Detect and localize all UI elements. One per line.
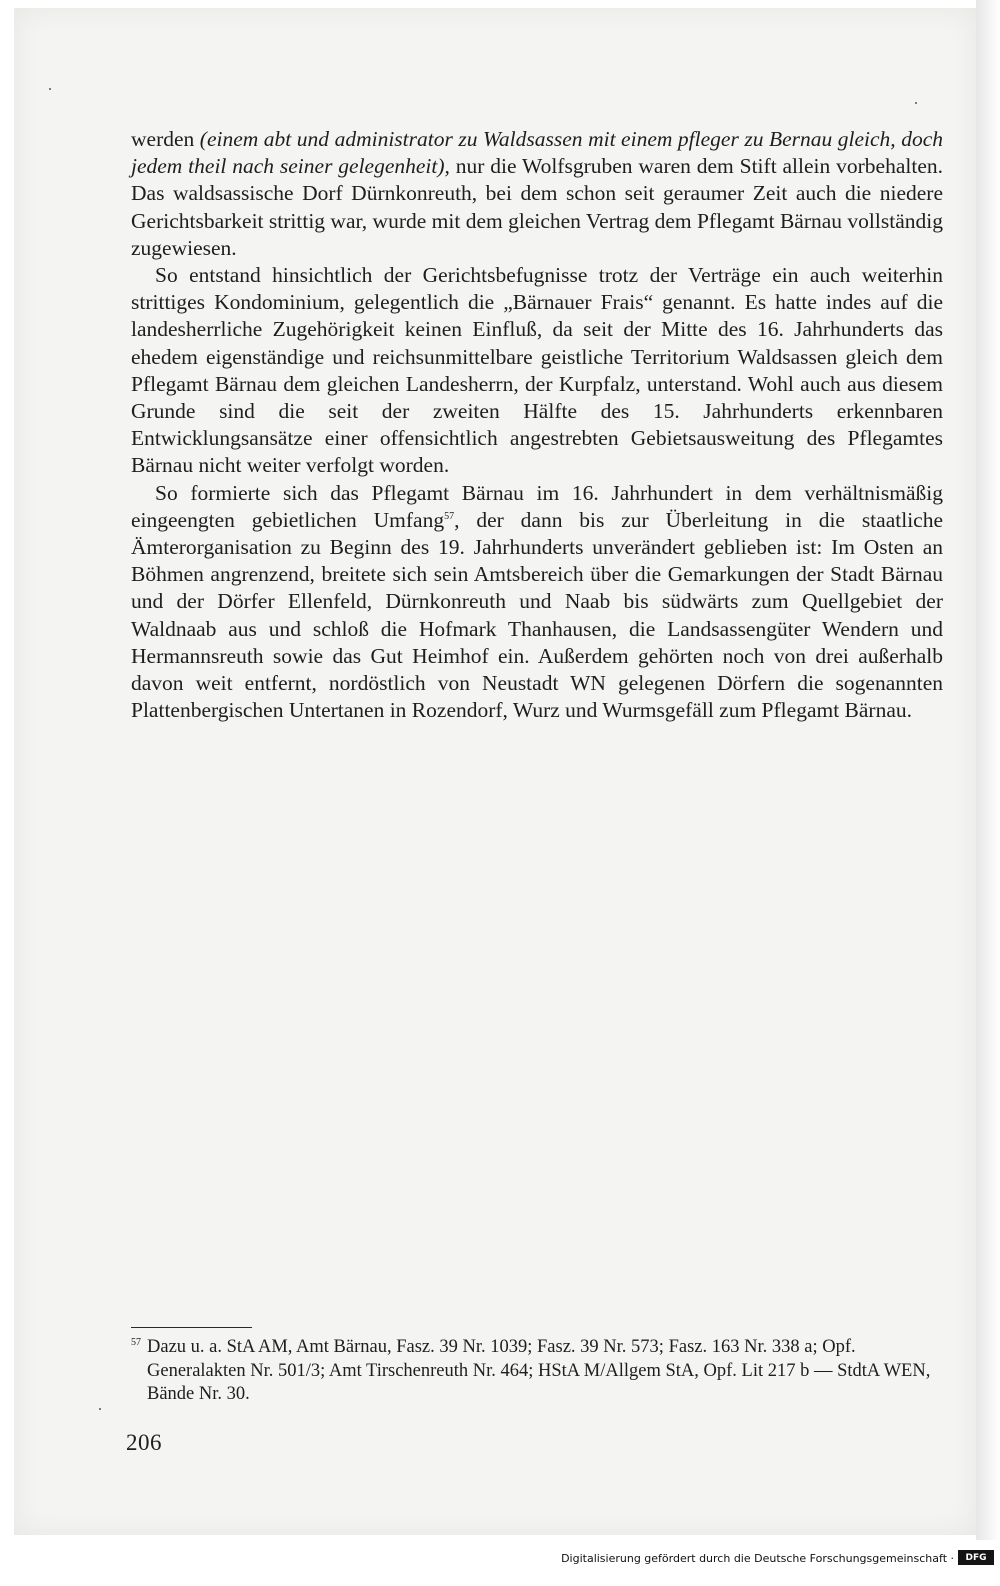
dfg-logo: DFG xyxy=(958,1550,994,1565)
paragraph-2 xyxy=(131,262,943,480)
footnote-separator xyxy=(131,1327,252,1328)
text-segment: werden xyxy=(131,127,200,151)
text-segment: So entstand hinsichtlich der Gerichtsbefugnisse trotz der Verträge ein auch weiterhin strittiges Kondominium, gelegentlich die „Bärnauer Frais“ genannt. Es hatte indes auf die landesherrliche Zugehörigkeit keinen Einfluß, da seit der Mitte des 16. Jahrhunderts das ehedem eigenständige und reichsunmittelbare geistliche Territorium Waldsassen gleich dem Pflegamt Bärnau dem gleichen Landesherrn, der Kurpfalz, unterstand. Wohl auch aus diesem Grunde sind die seit der zweiten Hälfte des 15. Jahrhunderts erkennbaren Entwicklungsansätze einer offensichtlich angestrebten Gebietsausweitung des Pflegamtes Bärnau nicht weiter verfolgt worden. xyxy=(131,263,943,478)
footnote-text: Dazu u. a. StA AM, Amt Bärnau, Fasz. 39 Nr. 1039; Fasz. 39 Nr. 573; Fasz. 163 Nr. 338 a; Opf. Generalakten Nr. 501/3; Amt Tirschenreuth Nr. 464; HStA M/Allgem StA, Opf. Lit 217 b — StdtA WEN, Bände Nr. 30. xyxy=(147,1337,931,1404)
scan-speck xyxy=(915,102,917,104)
paragraph-3 xyxy=(131,480,943,725)
footnote-reference[interactable]: 57 xyxy=(444,510,455,522)
scan-speck xyxy=(99,1408,101,1410)
page-number: 206 xyxy=(126,1430,162,1455)
text-segment: nur die Wolfsgruben waren dem Stift allein vorbehalten. Das waldsassische Dorf Dürnkonreuth, bei dem schon seit geraumer Zeit auch die niedere Gerichtsbarkeit strittig war, wurde mit dem gleichen Vertrag dem Pflegamt Bärnau vollständig zugewiesen. xyxy=(131,154,943,260)
footnote-number: 57 xyxy=(131,1337,141,1348)
scan-speck xyxy=(49,88,51,90)
text-segment: , der dann bis zur Überleitung in die staatliche Ämterorganisation zu Beginn des 19. Jahrhunderts unverändert geblieben ist: Im Osten an Böhmen angrenzend, breitete sich sein Amtsbereich über die Gemarkungen der Stadt Bärnau und der Dörfer Ellenfeld, Dürnkonreuth und Naab bis südwärts zum Quellgebiet der Waldnaab aus und schloß die Hofmark Thanhausen, die Landsassengüter Wendern und Hermannsreuth sowie das Gut Heimhof ein. Außerdem gehörten noch von drei außerhalb davon weit entfernt, nordöstlich von Neustadt WN gelegenen Dörfern die sogenannten Plattenbergischen Untertanen in Rozendorf, Wurz und Wurmsgefäll zum Pflegamt Bärnau. xyxy=(131,507,943,723)
footnote xyxy=(131,1336,943,1407)
text-segment: So formierte sich das Pflegamt Bärnau im 16. Jahrhundert in dem verhältnismäßig eingeengten gebietlichen Umfang xyxy=(131,480,943,532)
digitization-credit: Digitalisierung gefördert durch die Deutsche Forschungsgemeinschaft · xyxy=(561,1552,954,1565)
paragraph-1 xyxy=(131,126,943,262)
body-text xyxy=(131,126,943,724)
page-edge-shadow xyxy=(976,0,1000,1540)
quoted-source-italic: (einem abt und administrator zu Waldsassen mit einem pfleger zu Bernau gleich, doch jedem theil nach seiner gelegenheit), xyxy=(131,127,943,179)
